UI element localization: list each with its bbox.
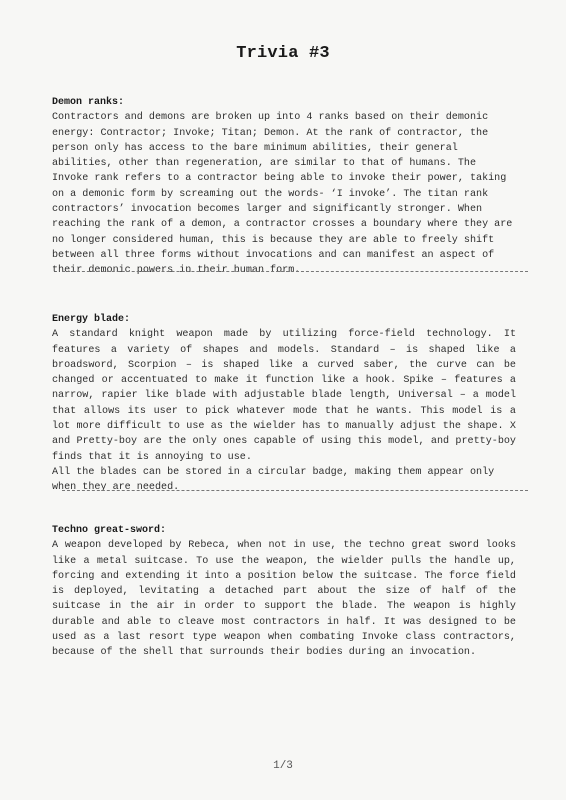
section-paragraph: A weapon developed by Rebeca, when not in use, the techno great sword looks like a metal suitcase. To use the weapon, the wielder pulls the handle up, forcing and extending it into a position below the suitcase. The force field is deployed, levitating a detached part about the size of half of the suitcase in the air in order to support the blade. The weapon is highly durable and able to cleave most contractors in half. It was designed to be used as a last resort type weapon when combating Invoke class contractors, because of the shell that surrounds their bodies during an invocation. (52, 540, 516, 659)
section-paragraph: A standard knight weapon made by utilizing force-field technology. It features a variety of shapes and models. Standard – is shaped like a broadsword, Scorpion – is shaped like a curved saber, the curve can be changed or accentuated to make it function like a hook. Spike – features a narrow, rapier like blade with adjustable blade length, Universal – a model that allows its user to pick whatever mode that he wants. This model is a lot more difficult to use as the wielder has to manually adjust the shape. X and Pretty-boy are the only ones capable of using this model, and pretty-boy finds that it is annoying to use. (52, 329, 516, 463)
page-number: 1/3 (273, 760, 293, 772)
section-divider (62, 271, 528, 272)
section-energy-blade (52, 312, 516, 496)
page-title: Trivia #3 (236, 44, 330, 63)
section-divider (62, 490, 528, 491)
section-heading: Energy blade: (52, 314, 131, 325)
section-heading: Techno great-sword: (52, 525, 167, 536)
section-demon-ranks (52, 95, 516, 279)
section-techno-great-sword (52, 523, 516, 661)
section-heading: Demon ranks: (52, 97, 125, 108)
section-paragraph: All the blades can be stored in a circular badge, making them appear only when they are needed. (52, 466, 495, 494)
section-paragraph: Contractors and demons are broken up into 4 ranks based on their demonic energy: Contractor; Invoke; Titan; Demon. At the rank of contractor, the person only has access to the bare minimum abilities, their general abilities, other than regeneration, are similar to that of humans. The Invoke rank refers to a contractor being able to invoke their power, taking on a demonic form by screaming out the words- ‘I invoke’. The titan rank contractors’ invocation becomes larger and significantly stronger. When reaching the rank of a demon, a contractor crosses a boundary where they are no longer considered human, this is because they are able to freely shift between all three forms without invocations and can manifest an aspect of their demonic powers in their human form. (52, 112, 513, 277)
